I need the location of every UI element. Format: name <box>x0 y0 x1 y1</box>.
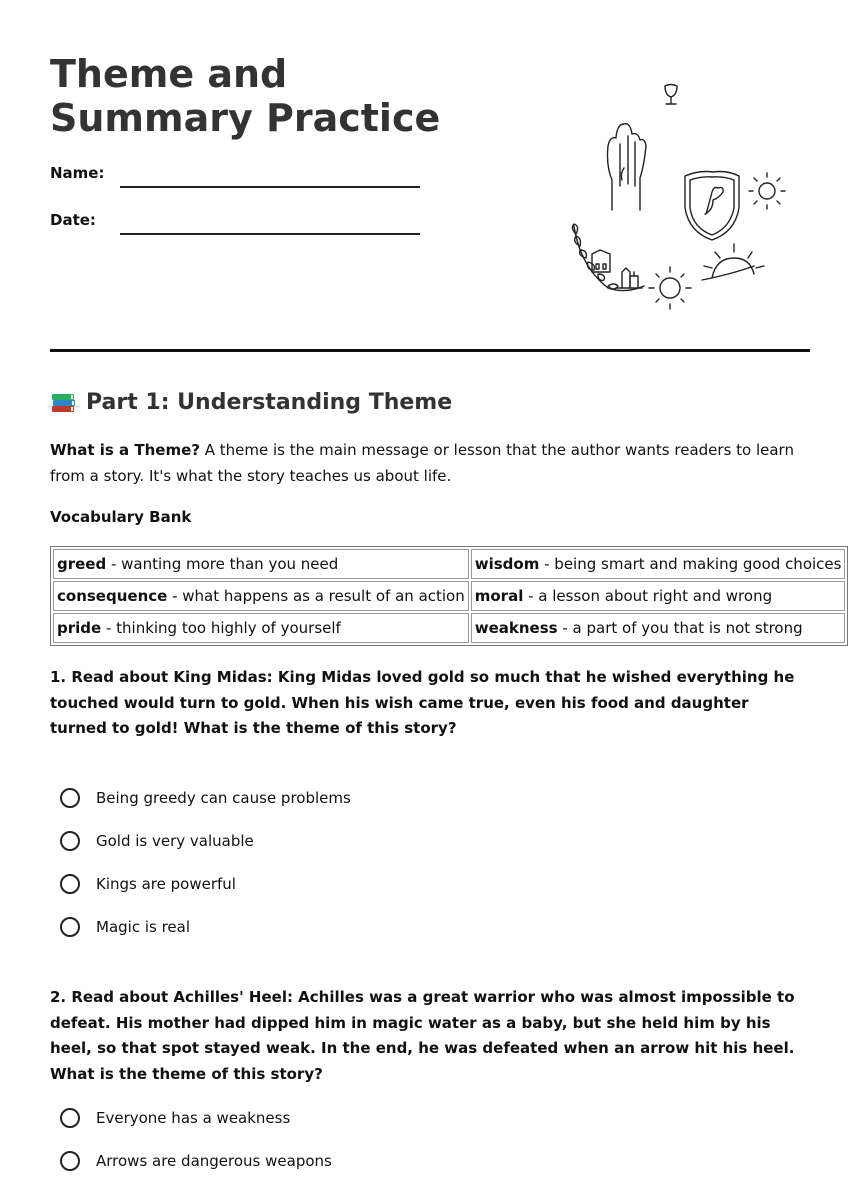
shield-icon <box>685 172 739 241</box>
option-label[interactable]: Gold is very valuable <box>96 831 254 850</box>
vocab-cell <box>471 581 846 611</box>
name-field-row <box>50 164 420 182</box>
vocab-definition: - a part of you that is not strong <box>557 619 803 637</box>
theme-definition-bold: What is a Theme? <box>50 441 200 459</box>
sunrise-icon <box>702 244 764 280</box>
option-label[interactable]: Being greedy can cause problems <box>96 788 351 807</box>
option-radio[interactable] <box>60 905 351 948</box>
vocab-term: greed <box>57 555 107 573</box>
date-line[interactable] <box>120 233 420 235</box>
vocab-definition: - being smart and making good choices <box>539 555 842 573</box>
date-field-row <box>50 211 420 229</box>
vocab-definition: - thinking too highly of yourself <box>101 619 341 637</box>
vocab-term: wisdom <box>474 555 540 573</box>
theme-illustration <box>562 74 792 314</box>
buildings-icon <box>592 250 642 288</box>
option-radio[interactable] <box>60 776 351 819</box>
table-row <box>53 581 845 611</box>
vocab-cell <box>53 581 469 611</box>
vocab-term: moral <box>474 587 524 605</box>
question-2-options <box>60 1096 332 1182</box>
raised-hand-icon <box>608 124 647 210</box>
option-label[interactable]: Everyone has a weakness <box>96 1108 291 1127</box>
radio-circle-icon[interactable] <box>60 788 80 808</box>
option-radio[interactable] <box>60 1096 332 1139</box>
sun-icon <box>649 267 691 309</box>
option-radio[interactable] <box>60 862 351 905</box>
table-row <box>53 613 845 643</box>
theme-definition-text: A theme is the main message or lesson that the author wants readers to learn from a story. It's what the story teaches us about life. <box>50 441 794 485</box>
header-divider <box>50 349 810 352</box>
vocab-cell <box>53 549 469 579</box>
vocab-term: weakness <box>474 619 558 637</box>
goblet-icon <box>665 85 677 105</box>
option-label[interactable]: Magic is real <box>96 917 191 936</box>
section-title-part1 <box>50 388 452 418</box>
section-title-text: Part 1: Understanding Theme <box>86 390 453 415</box>
radio-circle-icon[interactable] <box>60 917 80 937</box>
table-row <box>53 549 845 579</box>
radio-circle-icon[interactable] <box>60 1108 80 1128</box>
books-icon <box>50 390 78 416</box>
vocab-term: consequence <box>57 587 168 605</box>
name-line[interactable] <box>120 186 420 188</box>
theme-definition <box>50 437 800 489</box>
vocab-cell <box>471 549 846 579</box>
sun-icon <box>749 173 785 209</box>
vocab-definition: - a lesson about right and wrong <box>523 587 773 605</box>
laurel-branch-icon <box>572 224 644 291</box>
vocab-definition: - what happens as a result of an action <box>167 587 465 605</box>
page-title: Theme and Summary Practice <box>50 52 441 140</box>
radio-circle-icon[interactable] <box>60 874 80 894</box>
vocab-term: pride <box>57 619 102 637</box>
vocab-definition: - wanting more than you need <box>106 555 339 573</box>
option-label[interactable]: Arrows are dangerous weapons <box>96 1151 332 1170</box>
vocab-table <box>50 546 848 646</box>
question-1: 1. Read about King Midas: King Midas loved gold so much that he wished everything he touched would turn to gold. When his wish came true, even his food and daughter turned to gold! What is the theme of this story? <box>50 668 795 737</box>
question-1-options <box>60 776 351 948</box>
name-label: Name: <box>50 164 105 182</box>
question-2: 2. Read about Achilles' Heel: Achilles was a great warrior who was almost impossible to defeat. His mother had dipped him in magic water as a baby, but she held him by his heel, so that spot stayed weak. In the end, he was defeated when an arrow hit his heel. What is the theme of this story? <box>50 988 795 1083</box>
vocab-cell <box>471 613 846 643</box>
option-label[interactable]: Kings are powerful <box>96 874 236 893</box>
option-radio[interactable] <box>60 819 351 862</box>
date-label: Date: <box>50 211 96 229</box>
vocab-cell <box>53 613 469 643</box>
radio-circle-icon[interactable] <box>60 831 80 851</box>
vocab-bank-label: Vocabulary Bank <box>50 508 192 526</box>
